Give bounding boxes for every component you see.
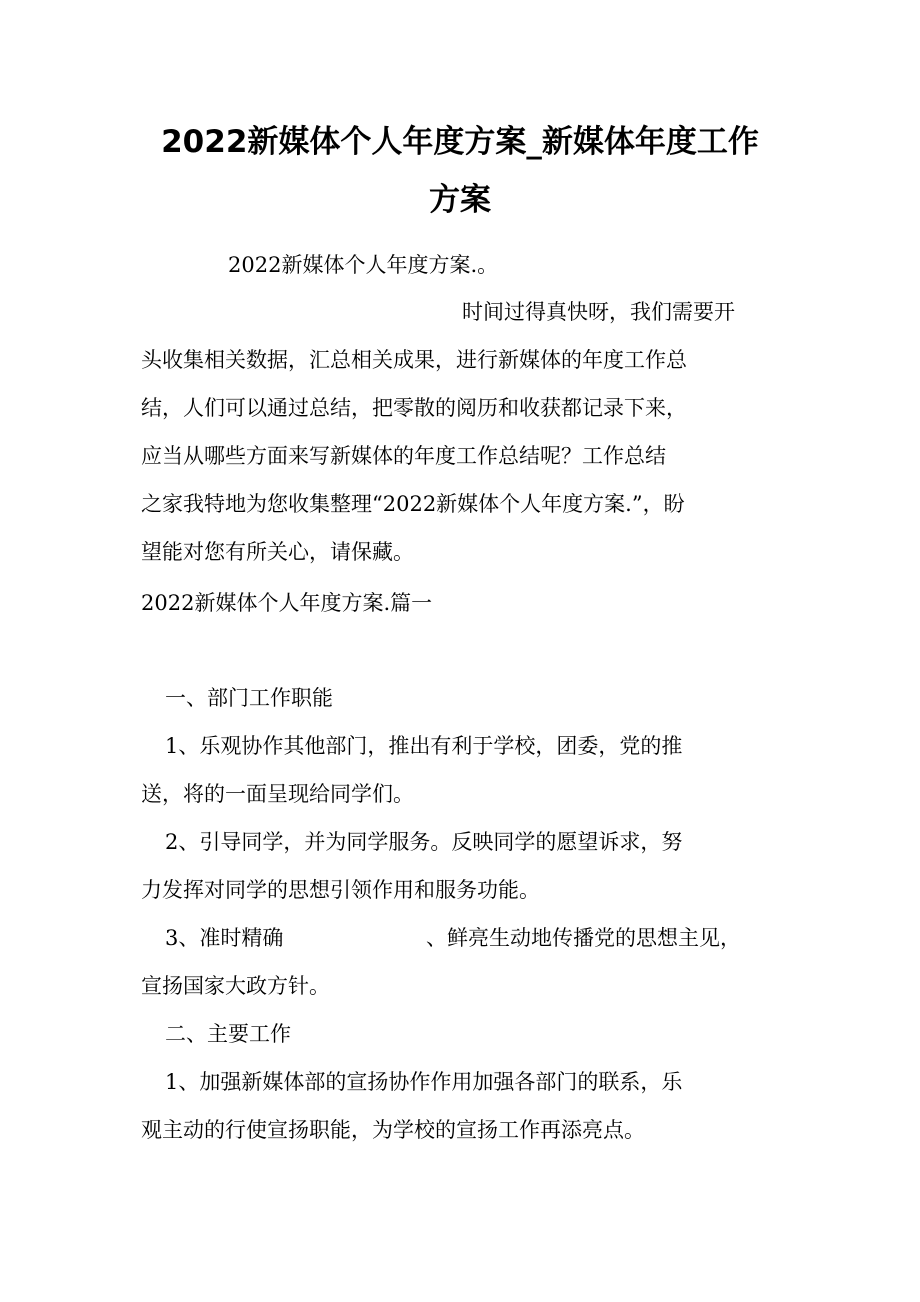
document-title-line-2: 方案 (429, 182, 491, 218)
section-heading-2: 二、主要工作 (165, 1022, 291, 1046)
intro-line: 头收集相关数据，汇总相关成果，进行新媒体的年度工作总 (141, 348, 687, 372)
intro-line: 时间过得真快呀，我们需要开 (462, 300, 735, 324)
list-item-line: 3、准时精确 (165, 926, 284, 950)
intro-line: 应当从哪些方面来写新媒体的年度工作总结呢？工作总结 (141, 444, 666, 468)
intro-line: 结，人们可以通过总结，把零散的阅历和收获都记录下来， (141, 396, 687, 420)
list-item-line: 、鲜亮生动地传播党的思想主见， (426, 926, 741, 950)
list-item-line: 1、加强新媒体部的宣扬协作作用加强各部门的联系，乐 (165, 1070, 683, 1094)
list-item-line: 宣扬国家大政方针。 (141, 974, 330, 998)
list-item-line: 观主动的行使宣扬职能，为学校的宣扬工作再添亮点。 (141, 1118, 645, 1142)
section-heading-1: 一、部门工作职能 (165, 686, 333, 710)
intro-line: 之家我特地为您收集整理“2022新媒体个人年度方案.”，盼 (141, 492, 685, 516)
document-title-line-1: 2022新媒体个人年度方案_新媒体年度工作 (161, 124, 759, 160)
list-item-line: 力发挥对同学的思想引领作用和服务功能。 (141, 878, 540, 902)
chapter-heading: 2022新媒体个人年度方案.篇一 (141, 591, 433, 615)
list-item-line: 送，将的一面呈现给同学们。 (141, 782, 414, 806)
subtitle: 2022新媒体个人年度方案.。 (228, 253, 499, 277)
list-item-line: 1、乐观协作其他部门，推出有利于学校，团委，党的推 (165, 734, 683, 758)
list-item-line: 2、引导同学，并为同学服务。反映同学的愿望诉求，努 (165, 830, 683, 854)
intro-line: 望能对您有所关心，请保藏。 (141, 540, 414, 564)
